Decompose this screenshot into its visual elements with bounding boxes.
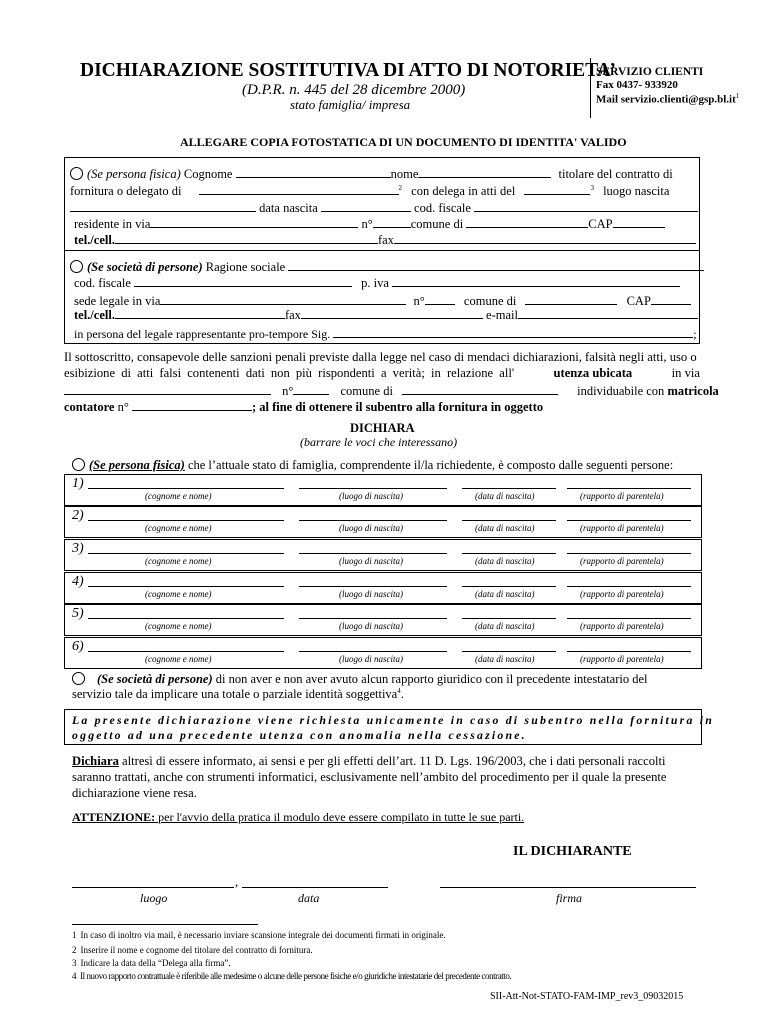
- person-row-box: [64, 604, 702, 636]
- person-field-caption: (data di nascita): [475, 589, 535, 599]
- soc-comune-label: comune di: [463, 294, 517, 308]
- form-subtitle: (D.P.R. n. 445 del 28 dicembre 2000): [242, 82, 466, 98]
- famiglia-text: che l’attuale stato di famiglia, comprendente il/la richiedente, è composto dalle seguenti persone:: [187, 458, 674, 472]
- attenzione-label: ATTENZIONE:: [72, 810, 156, 824]
- utenza-comune-field[interactable]: [402, 382, 558, 395]
- person-luogo-field[interactable]: [299, 586, 447, 587]
- footnote-text: Indicare la data della “Delega alla firma”.: [80, 958, 231, 968]
- person-nome-field[interactable]: [88, 553, 284, 554]
- soc-row-5: [74, 325, 697, 342]
- person-row-box: [64, 474, 702, 506]
- person-row-number: 1): [72, 476, 84, 491]
- privacy-line-1: [72, 754, 666, 769]
- pf-delegato-field[interactable]: [199, 182, 399, 195]
- pf-titolare-label: titolare del contratto di: [558, 167, 673, 181]
- sottoscritto-line-3: [64, 382, 719, 399]
- pf-cognome-label: Cognome: [183, 167, 233, 181]
- dichiara-title: DICHIARA: [350, 421, 415, 435]
- dichiara-subtitle: (barrare le voci che interessano): [300, 435, 458, 449]
- pf-cap-label: CAP: [588, 217, 613, 231]
- person-field-caption: (rapporto di parentela): [580, 491, 664, 501]
- person-data-field[interactable]: [462, 488, 556, 489]
- person-row-number: 5): [72, 606, 84, 621]
- person-field-caption: (data di nascita): [475, 654, 535, 664]
- person-row-number: 6): [72, 639, 84, 654]
- footnote-text: In caso di inoltro via mail, è necessario inviare scansione integrale dei documenti firmati in originale.: [80, 930, 446, 940]
- famiglia-label: (Se persona fisica): [89, 458, 185, 472]
- pf-radio[interactable]: [70, 167, 83, 180]
- famiglia-radio[interactable]: [72, 458, 85, 471]
- utenza-n-field[interactable]: [293, 382, 329, 395]
- person-field-caption: (rapporto di parentela): [580, 589, 664, 599]
- pf-row-2: [70, 182, 669, 199]
- pf-cod-fiscale-field[interactable]: [474, 199, 698, 212]
- person-data-field[interactable]: [462, 520, 556, 521]
- data-field[interactable]: [242, 887, 388, 888]
- service-mail-text: Mail servizio.clienti@gsp.bl.it: [596, 93, 736, 106]
- pf-row-5: [74, 231, 696, 248]
- soc2-radio[interactable]: [72, 672, 85, 685]
- contatore-field[interactable]: [132, 398, 252, 411]
- person-luogo-field[interactable]: [299, 553, 447, 554]
- person-field-caption: (cognome e nome): [145, 589, 212, 599]
- person-field-caption: (data di nascita): [475, 556, 535, 566]
- pf-fax-field[interactable]: [394, 231, 696, 244]
- soc2-label: (Se società di persone): [97, 672, 213, 686]
- pf-nome-label: nome: [390, 167, 419, 181]
- privacy-line-2: saranno trattati, anche con strumenti informatici, esclusivamente nell’ambito del procedimento per il quale la presente: [72, 770, 667, 784]
- soc2-text-2: servizio tale da implicare una totale o parziale identità soggettiva: [72, 687, 398, 702]
- service-fax: Fax 0437- 933920: [596, 79, 678, 91]
- pf-cod-fiscale-label: cod. fiscale: [414, 201, 471, 215]
- footnote-ref-4: 4: [397, 687, 401, 695]
- footnote-number: 1: [72, 930, 77, 940]
- soc-n-label: n°: [413, 294, 425, 308]
- contatore-n-label: n°: [117, 400, 129, 414]
- soc-email-label: e-mail: [486, 308, 518, 322]
- sottoscritto-in-via: in via: [671, 366, 700, 380]
- person-field-caption: (rapporto di parentela): [580, 621, 664, 631]
- famiglia-row: [72, 458, 673, 473]
- person-nome-field[interactable]: [88, 586, 284, 587]
- sottoscritto-line-2: [64, 366, 700, 381]
- person-luogo-field[interactable]: [299, 488, 447, 489]
- firma-field[interactable]: [440, 887, 696, 888]
- utenza-via-field[interactable]: [64, 382, 271, 395]
- soc-via-field[interactable]: [160, 292, 406, 305]
- contatore-label: contatore: [64, 400, 115, 414]
- pf-cognome-field[interactable]: [236, 165, 391, 178]
- footnote: [72, 958, 231, 968]
- sottoscritto-line-1: Il sottoscritto, consapevole delle sanzioni penali previste dalla legge nel caso di mendaci dichiarazioni, falsità negli atti, uso o: [64, 350, 697, 364]
- person-field-caption: (cognome e nome): [145, 654, 212, 664]
- soc-radio[interactable]: [70, 260, 83, 273]
- person-nome-field[interactable]: [88, 520, 284, 521]
- soc-piva-label: p. iva: [361, 276, 389, 290]
- footnote-ref-3: 3: [590, 183, 594, 192]
- footnote-separator: [72, 924, 258, 925]
- person-field-caption: (cognome e nome): [145, 491, 212, 501]
- person-luogo-field[interactable]: [299, 651, 447, 652]
- footnote-ref-2: 2: [398, 183, 403, 192]
- person-row-box: [64, 506, 702, 538]
- person-parentela-field[interactable]: [567, 586, 691, 587]
- attenzione-text: per l'avvio della pratica il modulo deve essere compilato in tutte le sue parti.: [158, 810, 525, 824]
- pf-delega-label: con delega in atti del: [411, 184, 516, 198]
- footnote-text: Inserire il nome e cognome del titolare del contratto di fornitura.: [80, 945, 313, 955]
- person-parentela-field[interactable]: [567, 651, 691, 652]
- privacy-text-1: altresì di essere informato, ai sensi e per gli effetti dell’art. 11 D. Lgs. 196/2003, che i dati personali raccolti: [122, 754, 666, 768]
- person-row-box: [64, 637, 702, 669]
- person-parentela-field[interactable]: [567, 520, 691, 521]
- firma-caption: firma: [556, 891, 583, 905]
- pf-via-field[interactable]: [150, 215, 358, 228]
- person-row-box: [64, 572, 702, 604]
- person-field-caption: (luogo di nascita): [339, 621, 403, 631]
- luogo-caption: luogo: [140, 891, 168, 905]
- person-parentela-field[interactable]: [567, 553, 691, 554]
- person-field-caption: (luogo di nascita): [339, 654, 403, 664]
- privacy-dichiara: Dichiara: [72, 754, 119, 768]
- footnote: [72, 945, 313, 955]
- soc-fax-label: fax: [284, 308, 301, 322]
- person-nome-field[interactable]: [88, 651, 284, 652]
- soc-label: (Se società di persone): [87, 260, 203, 274]
- notice-line-1: La presente dichiarazione viene richiesta unicamente in caso di subentro nella fornitura in: [72, 713, 714, 727]
- soc2-text-1: di non aver e non aver avuto alcun rapporto giuridico con il precedente intestatario del: [215, 672, 648, 686]
- person-field-caption: (cognome e nome): [145, 621, 212, 631]
- allegare-notice: ALLEGARE COPIA FOTOSTATICA DI UN DOCUMENTO DI IDENTITA' VALIDO: [180, 135, 627, 149]
- pf-nome-field[interactable]: [418, 165, 551, 178]
- pf-fax-label: fax: [377, 233, 394, 247]
- person-field-caption: (luogo di nascita): [339, 589, 403, 599]
- person-field-caption: (luogo di nascita): [339, 491, 403, 501]
- footnote-number: 4: [72, 971, 77, 981]
- person-field-caption: (rapporto di parentela): [580, 556, 664, 566]
- soc-legale-field[interactable]: [333, 325, 693, 338]
- pf-luogo-nascita-field[interactable]: [70, 199, 256, 212]
- pf-label: (Se persona fisica): [87, 167, 181, 181]
- soc-cap-label: CAP: [626, 294, 651, 308]
- person-parentela-field[interactable]: [567, 488, 691, 489]
- privacy-line-3: dichiarazione viene resa.: [72, 786, 197, 800]
- person-data-field[interactable]: [462, 651, 556, 652]
- data-caption: data: [298, 891, 320, 905]
- person-field-caption: (cognome e nome): [145, 556, 212, 566]
- soc-cap-field[interactable]: [651, 292, 691, 305]
- person-luogo-field[interactable]: [299, 520, 447, 521]
- pf-comune-label: comune di: [410, 217, 464, 231]
- utenza-comune-label: comune di: [340, 384, 393, 398]
- soc-cod-fiscale-field[interactable]: [134, 274, 352, 287]
- person-row-number: 4): [72, 574, 84, 589]
- service-mail: [596, 92, 739, 106]
- pf-row-1: [70, 165, 673, 182]
- pf-data-nascita-label: data nascita: [259, 201, 318, 215]
- pf-fornitura-label: fornitura o delegato di: [70, 184, 182, 198]
- person-field-caption: (rapporto di parentela): [580, 654, 664, 664]
- soc-piva-field[interactable]: [392, 274, 680, 287]
- pf-residente-label: residente in via: [74, 217, 151, 231]
- document-code: SII-Att-Not-STATO-FAM-IMP_rev3_09032015: [490, 991, 684, 1002]
- person-field-caption: (luogo di nascita): [339, 556, 403, 566]
- person-data-field[interactable]: [462, 586, 556, 587]
- person-field-caption: (data di nascita): [475, 523, 535, 533]
- soc-tel-field[interactable]: [115, 306, 285, 319]
- person-data-field[interactable]: [462, 553, 556, 554]
- footnote: [72, 971, 511, 981]
- pf-tel-label: tel./cell.: [74, 233, 115, 247]
- soc-cod-fiscale-label: cod. fiscale: [74, 276, 131, 290]
- pf-n-label: n°: [361, 217, 373, 231]
- person-nome-field[interactable]: [88, 488, 284, 489]
- person-field-caption: (rapporto di parentela): [580, 523, 664, 533]
- pf-n-field[interactable]: [373, 215, 411, 228]
- soc-legale-label: in persona del legale rappresentante pro-tempore Sig.: [74, 327, 331, 341]
- individuabile-label: individuabile con: [577, 384, 665, 398]
- soc-row-1: [70, 258, 704, 275]
- person-row-number: 3): [72, 541, 84, 556]
- soc-email-field[interactable]: [518, 306, 698, 319]
- footnote-number: 2: [72, 945, 77, 955]
- soc2-row-1: [72, 672, 648, 687]
- footnote-text: Il nuovo rapporto contrattuale è riferibile alle medesime o alcune delle persone fisiche e/o giuridiche intestatarie del precedente contratto.: [80, 971, 512, 981]
- person-row-box: [64, 539, 702, 571]
- sottoscritto-line-4: [64, 398, 543, 415]
- soc-row-4: [74, 306, 698, 323]
- person-field-caption: (data di nascita): [475, 491, 535, 501]
- person-field-caption: (luogo di nascita): [339, 523, 403, 533]
- form-title: DICHIARAZIONE SOSTITUTIVA DI ATTO DI NOTORIETA’: [80, 60, 616, 81]
- pf-comune-field[interactable]: [466, 215, 588, 228]
- person-parentela-field[interactable]: [567, 618, 691, 619]
- soc-fax-field[interactable]: [301, 306, 483, 319]
- soc2-end: .: [400, 687, 404, 702]
- soc-end: ;: [693, 327, 697, 341]
- pf-cap-field[interactable]: [613, 215, 665, 228]
- pf-data-nascita-field[interactable]: [321, 199, 411, 212]
- footnote-number: 3: [72, 958, 77, 968]
- matricola-label: matricola: [667, 384, 719, 398]
- person-luogo-field[interactable]: [299, 618, 447, 619]
- soc-n-field[interactable]: [425, 292, 455, 305]
- service-title: SERVIZIO CLIENTI: [596, 66, 704, 78]
- soc-ragione-label: Ragione sociale: [205, 260, 286, 274]
- luogo-comma: ,: [235, 874, 239, 889]
- form-subtitle-2: stato famiglia/ impresa: [290, 97, 411, 112]
- soc-sede-label: sede legale in via: [74, 294, 161, 308]
- header-divider: [590, 58, 591, 118]
- pf-luogo-nascita-label: luogo nascita: [603, 184, 670, 198]
- attenzione-row: [72, 810, 524, 825]
- dichiarante-title: IL DICHIARANTE: [513, 844, 632, 859]
- pf-row-3: [70, 199, 698, 216]
- person-field-caption: (cognome e nome): [145, 523, 212, 533]
- person-row-number: 2): [72, 508, 84, 523]
- pf-delega-date-field[interactable]: [524, 182, 590, 195]
- soc-ragione-field[interactable]: [288, 258, 704, 271]
- utenza-n-label: n°: [282, 384, 294, 398]
- soc2-row-2: [72, 687, 404, 702]
- utenza-ubicata: utenza ubicata: [553, 366, 633, 380]
- footnote-ref-1: 1: [735, 92, 740, 100]
- soc-comune-field[interactable]: [525, 292, 617, 305]
- sottoscritto-line-2a: esibizione di atti falsi contenenti dati non più rispondenti a verità; in relazione all': [64, 366, 515, 380]
- pf-row-4: [74, 215, 665, 232]
- pf-tel-field[interactable]: [115, 231, 378, 244]
- notice-line-2: oggetto ad una precedente utenza con anomalia nella cessazione.: [72, 728, 527, 742]
- fine-subentro: ; al fine di ottenere il subentro alla fornitura in oggetto: [251, 400, 544, 414]
- footnote: [72, 930, 446, 940]
- soc-tel-label: tel./cell.: [74, 308, 115, 322]
- soc-row-2: [74, 274, 680, 291]
- person-data-field[interactable]: [462, 618, 556, 619]
- luogo-field[interactable]: [72, 887, 234, 888]
- person-field-caption: (data di nascita): [475, 621, 535, 631]
- person-nome-field[interactable]: [88, 618, 284, 619]
